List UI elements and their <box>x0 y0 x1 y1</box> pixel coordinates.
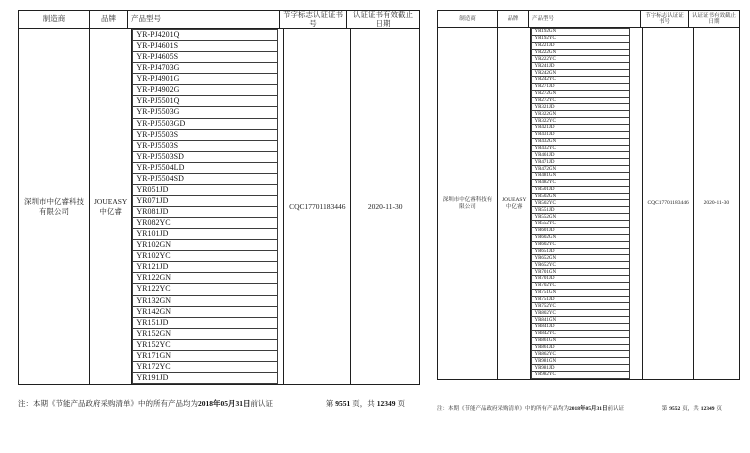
page-label: 第 <box>661 406 668 412</box>
expiry-date-cell: 2020-11-30 <box>703 200 730 207</box>
model-cell: YR481GN <box>531 172 630 180</box>
column-header-brand: 品牌 <box>498 11 529 27</box>
page-footer-left <box>18 398 406 409</box>
note-date: 2018年05月31日 <box>569 406 608 412</box>
column-header-manufacturer: 制造商 <box>19 11 90 28</box>
page-total: 12349 <box>376 399 396 408</box>
note-prefix: 注：本期《节能产品政府采购清单》中的所有产品均为 <box>437 406 570 412</box>
page-label-suffix: 页 <box>716 406 722 412</box>
model-cell: YR842YC <box>531 330 630 338</box>
cert-no-cell: CQC17701183446 <box>284 29 351 384</box>
page-total: 12349 <box>700 406 715 412</box>
model-cell: YR701GN <box>531 268 630 276</box>
brand-cell <box>498 28 531 379</box>
brand-name-en: JOUEASY <box>94 197 128 207</box>
model-cell: YR-PJ4902G <box>132 84 278 96</box>
model-cell: YR602GN <box>531 234 630 242</box>
model-cell: YR-PJ5503GD <box>132 118 278 130</box>
product-table-left <box>18 10 420 385</box>
model-cell: YR502YC <box>531 199 630 207</box>
model-cell: YR221JD <box>531 42 630 50</box>
model-cell: YR651JD <box>531 248 630 256</box>
model-cell: YR552GN <box>531 213 630 221</box>
model-cell: YR982YC <box>531 371 630 379</box>
model-cell: YR192GN <box>531 28 630 36</box>
model-cell: YR272YC <box>531 97 630 105</box>
page-number: 9551 <box>335 399 351 408</box>
model-cell: YR152GN <box>132 328 278 340</box>
model-cell: YR981JD <box>531 364 630 372</box>
page-label-mid: 页，共 <box>352 399 375 408</box>
model-cell: YR502GN <box>531 193 630 201</box>
model-cell: YR431JD <box>531 131 630 139</box>
model-cell: YR552YC <box>531 220 630 228</box>
document-page-right <box>437 10 740 380</box>
model-list <box>531 28 643 379</box>
column-header-cert-no: 节字标志认证证书号 <box>641 11 689 27</box>
model-cell: YR862YC <box>531 350 630 358</box>
column-header-expiry: 认证证书有效截止日期 <box>353 10 413 28</box>
model-cell: YR551JD <box>531 206 630 214</box>
model-cell: YR121JD <box>132 261 278 273</box>
model-cell: YR192YC <box>531 35 630 43</box>
model-cell: YR751JD <box>531 296 630 304</box>
model-cell: YR242YC <box>531 76 630 84</box>
model-cell: YR652GN <box>531 254 630 262</box>
model-cell: YR102GN <box>132 239 278 251</box>
model-cell: YR841GN <box>531 316 630 324</box>
model-cell: YR601JD <box>531 227 630 235</box>
model-cell: YR171GN <box>132 350 278 362</box>
model-cell: YR151JD <box>132 317 278 329</box>
model-cell: YR701JD <box>531 275 630 283</box>
brand-name-en: JOUEASY <box>502 196 527 203</box>
model-cell: YR142GN <box>132 306 278 318</box>
model-cell: YR602YC <box>531 241 630 249</box>
model-cell: YR051JD <box>132 184 278 196</box>
model-cell: YR-PJ4601S <box>132 40 278 52</box>
column-header-brand: 品牌 <box>90 11 128 28</box>
model-cell: YR122GN <box>132 272 278 284</box>
model-cell: YR-PJ4201Q <box>132 29 278 41</box>
model-cell: YR702YC <box>531 282 630 290</box>
model-cell: YR272GN <box>531 90 630 98</box>
model-cell: YR-PJ4605S <box>132 51 278 63</box>
model-cell: YR271JD <box>531 83 630 91</box>
column-header-expiry: 认证证书有效截止日期 <box>692 12 737 25</box>
page-label-mid: 页，共 <box>682 406 699 412</box>
page-indicator <box>661 404 723 412</box>
model-cell: YR-PJ4901G <box>132 73 278 85</box>
model-cell: YR861GN <box>531 337 630 345</box>
brand-cell <box>90 29 132 384</box>
column-header-model: 产品型号 <box>128 11 280 28</box>
note-prefix: 注：本期《节能产品政府采购清单》中的所有产品均为 <box>18 399 198 408</box>
model-cell: YR071JD <box>132 195 278 207</box>
document-page-left <box>18 10 420 385</box>
model-cell: YR082YC <box>132 217 278 229</box>
model-cell: YR-PJ5504LD <box>132 162 278 174</box>
model-cell: YR802YC <box>531 309 630 317</box>
model-cell: YR501JD <box>531 186 630 194</box>
model-cell: YR-PJ5503G <box>132 106 278 118</box>
model-cell: YR482YC <box>531 179 630 187</box>
model-cell: YR242GN <box>531 69 630 77</box>
table-header-row <box>438 11 739 28</box>
page-indicator <box>325 398 406 409</box>
model-cell: YR841JD <box>531 323 630 331</box>
note-suffix: 前认证 <box>607 406 625 412</box>
page-footer-right <box>437 404 723 412</box>
model-cell: YR101JD <box>132 228 278 240</box>
table-header-row <box>19 11 419 29</box>
model-cell: YR421JD <box>531 124 630 132</box>
model-cell: YR322YC <box>531 117 630 125</box>
brand-name-cn: 中亿睿 <box>99 206 122 216</box>
product-table-right <box>437 10 740 380</box>
manufacturer-cell: 深圳市中亿睿科技有限公司 <box>19 29 90 384</box>
column-header-cert-no: 节字标志认证证书号 <box>280 11 347 28</box>
model-cell: YR-PJ4703G <box>132 62 278 74</box>
model-cell: YR652YC <box>531 261 630 269</box>
model-cell: YR981GN <box>531 357 630 365</box>
footer-note <box>437 404 624 412</box>
page-number: 9552 <box>669 406 681 412</box>
table-body-row <box>19 29 419 384</box>
cert-no-cell: CQC17701183446 <box>643 28 693 379</box>
column-header-manufacturer: 制造商 <box>438 11 498 27</box>
model-cell: YR241JD <box>531 62 630 70</box>
model-cell: YR432GN <box>531 138 630 146</box>
model-cell: YR472GN <box>531 165 630 173</box>
note-suffix: 前认证 <box>250 399 273 408</box>
model-cell: YR471JD <box>531 158 630 166</box>
page-label: 第 <box>325 399 334 408</box>
model-cell: YR-PJ5504SD <box>132 173 278 185</box>
model-cell: YR751GN <box>531 289 630 297</box>
page-label-suffix: 页 <box>397 399 405 408</box>
model-cell: YR081JD <box>132 206 278 218</box>
table-body-row <box>438 28 739 379</box>
model-cell: YR172YC <box>132 361 278 373</box>
model-cell: YR861JD <box>531 344 630 352</box>
model-cell: YR-PJ5503S <box>132 140 278 152</box>
note-date: 2018年05月31日 <box>198 399 251 408</box>
model-cell: YR191JD <box>132 372 278 384</box>
column-header-model: 产品型号 <box>529 11 641 27</box>
model-cell: YR102YC <box>132 250 278 262</box>
footer-note <box>18 398 273 409</box>
model-cell: YR222YC <box>531 55 630 63</box>
model-cell: YR122YC <box>132 283 278 295</box>
model-cell: YR322GN <box>531 110 630 118</box>
model-cell: YR752YC <box>531 302 630 310</box>
manufacturer-cell: 深圳市中亿睿科技有限公司 <box>438 28 498 379</box>
model-cell: YR461JD <box>531 151 630 159</box>
model-cell: YR222GN <box>531 49 630 57</box>
model-cell: YR-PJ5503S <box>132 129 278 141</box>
model-cell: YR132GN <box>132 295 278 307</box>
model-cell: YR321JD <box>531 103 630 111</box>
model-cell: YR152YC <box>132 339 278 351</box>
model-cell: YR432YC <box>531 145 630 153</box>
expiry-date-cell: 2020-11-30 <box>367 201 403 211</box>
model-cell: YR-PJ5503SD <box>132 151 278 163</box>
model-list <box>132 29 284 384</box>
brand-name-cn: 中亿睿 <box>505 203 523 210</box>
model-cell: YR-PJ5501Q <box>132 95 278 107</box>
